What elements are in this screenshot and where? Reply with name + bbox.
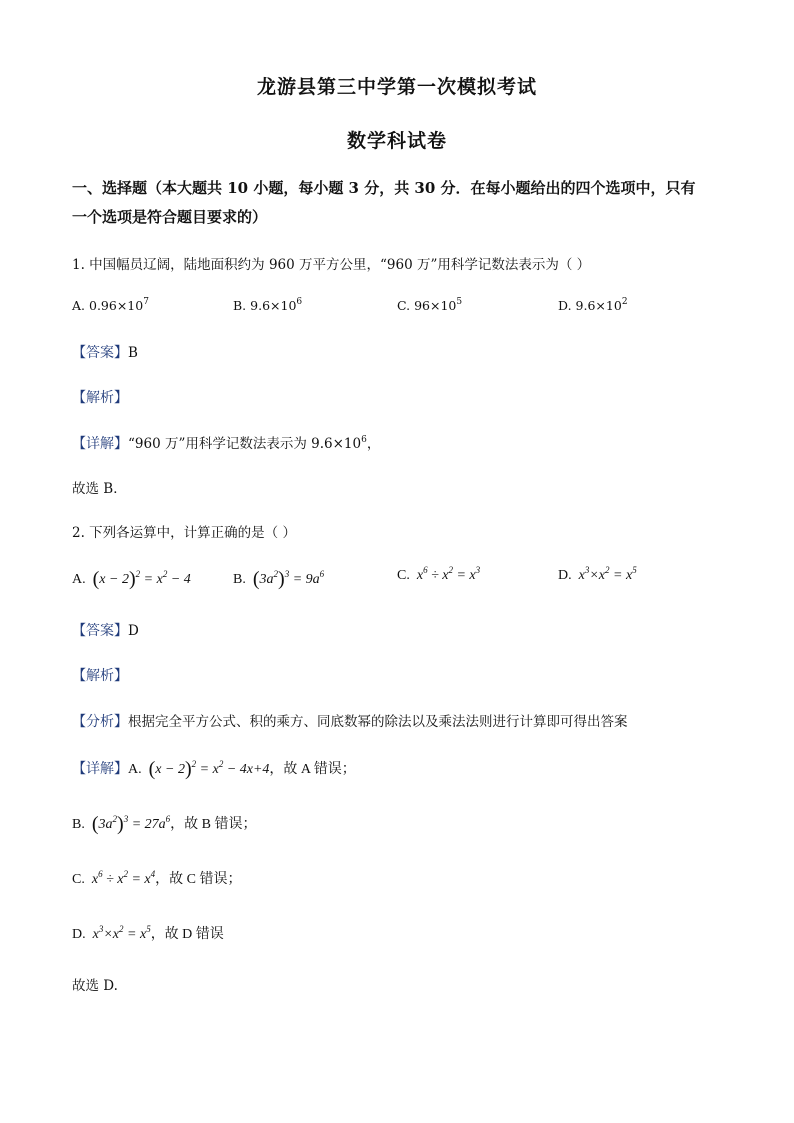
q1-conclusion: 故选 B． bbox=[72, 481, 127, 497]
q2-analysis-tag: 【解析】 bbox=[72, 668, 128, 684]
q1-analysis-tag: 【解析】 bbox=[72, 390, 128, 406]
q2-option-d: D. $x^3\times x^2 = x^5$ bbox=[558, 565, 637, 583]
q1-option-a: A. $0.96\times 10^7$ bbox=[72, 297, 149, 313]
q1-detail: 【详解】“960 万”用科学记数法表示为 $9.6\times 10^6$， bbox=[72, 435, 381, 452]
section-heading-line2: 一个选项是符合题目要求的） bbox=[72, 208, 268, 226]
q1-text: 1. 中国幅员辽阔，陆地面积约为 960 万平方公里，“960 万”用科学记数法表示为（ ） bbox=[72, 257, 591, 273]
q2-text: 2. 下列各运算中，计算正确的是（ ） bbox=[72, 525, 296, 541]
q2-conclusion: 故选 D. bbox=[72, 978, 118, 994]
subject-title: 数学科试卷 bbox=[346, 130, 447, 152]
q2-option-c: C. $x^6 \div x^2 = x^3$ bbox=[397, 565, 481, 583]
q2-answer: 【答案】D bbox=[72, 623, 139, 639]
q2-detail-d: D. $x^3\times x^2 = x^5$，故 D 错误 bbox=[72, 924, 224, 942]
answer-tag: 【答案】 bbox=[72, 345, 128, 361]
q2-detail-c: C. $x^6 \div x^2 = x^4$，故 C 错误； bbox=[72, 869, 242, 887]
q2-analysis: 【分析】根据完全平方公式、积的乘方、同底数幂的除法以及乘法法则进行计算即可得出答案 bbox=[72, 714, 628, 730]
q1-answer: 【答案】B bbox=[72, 345, 138, 361]
section-heading-line1: 一、选择题（本大题共 10 小题，每小题 3 分，共 30 分．在每小题给出的四个选项中，只有 bbox=[72, 179, 696, 197]
q1-option-b: B. $9.6\times 10^6$ bbox=[233, 297, 303, 313]
q1-option-c: C. $96\times 10^5$ bbox=[397, 297, 463, 313]
school-title: 龙游县第三中学第一次模拟考试 bbox=[256, 76, 537, 98]
q2-option-b: B. $(3a^2)^3 = 9a^6$ bbox=[233, 568, 325, 590]
q2-detail-b: B. $(3a^2)^3 = 27a^6$，故 B 错误； bbox=[72, 813, 257, 835]
q2-option-a: A. $(x - 2)^2 = x^2 - 4$ bbox=[72, 568, 191, 590]
answer-tag: 【答案】 bbox=[72, 623, 128, 639]
q2-detail-a: 【详解】A. $(x - 2)^2 = x^2 - 4x+4$，故 A 错误； bbox=[72, 758, 356, 780]
q1-option-d: D. $9.6\times 10^2$ bbox=[558, 297, 628, 313]
